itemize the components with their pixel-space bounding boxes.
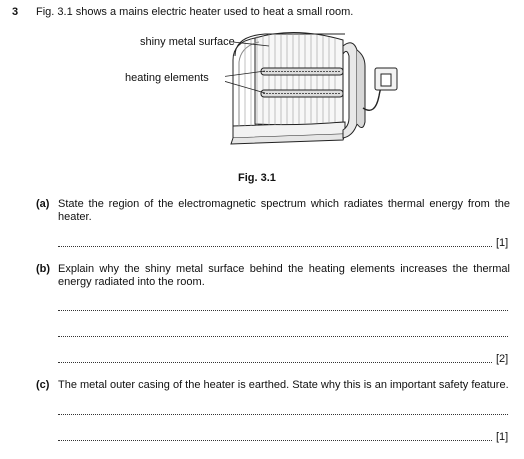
part-a-letter: (a) <box>36 198 50 210</box>
part-c-answer-line-2[interactable] <box>58 440 492 441</box>
part-b-text: Explain why the shiny metal surface behind the heating elements increases the thermal energy radiated into the room. <box>58 263 510 288</box>
part-a-mark: [1] <box>496 237 509 249</box>
heater-figure <box>225 26 425 166</box>
wall-socket <box>375 68 397 90</box>
part-b-answer-line-1[interactable] <box>58 310 508 311</box>
part-a-answer-line[interactable] <box>58 246 492 247</box>
part-a-text: State the region of the electromagnetic spectrum which radiates thermal energy from the heater. <box>58 198 510 223</box>
label-heating-elements: heating elements <box>125 72 209 84</box>
part-c-letter: (c) <box>36 379 50 391</box>
question-intro: Fig. 3.1 shows a mains electric heater used to heat a small room. <box>36 6 354 18</box>
part-b-mark: [2] <box>496 353 509 365</box>
part-c-answer-line-1[interactable] <box>58 414 508 415</box>
part-c-mark: [1] <box>496 431 509 443</box>
part-c-text: The metal outer casing of the heater is earthed. State why this is an important safety feature. <box>58 379 509 391</box>
figure-caption: Fig. 3.1 <box>238 172 276 184</box>
label-shiny-metal-surface: shiny metal surface <box>140 36 235 48</box>
part-b-letter: (b) <box>36 263 51 275</box>
part-b-answer-line-2[interactable] <box>58 336 508 337</box>
question-number: 3 <box>12 6 19 18</box>
part-b-answer-line-3[interactable] <box>58 362 492 363</box>
